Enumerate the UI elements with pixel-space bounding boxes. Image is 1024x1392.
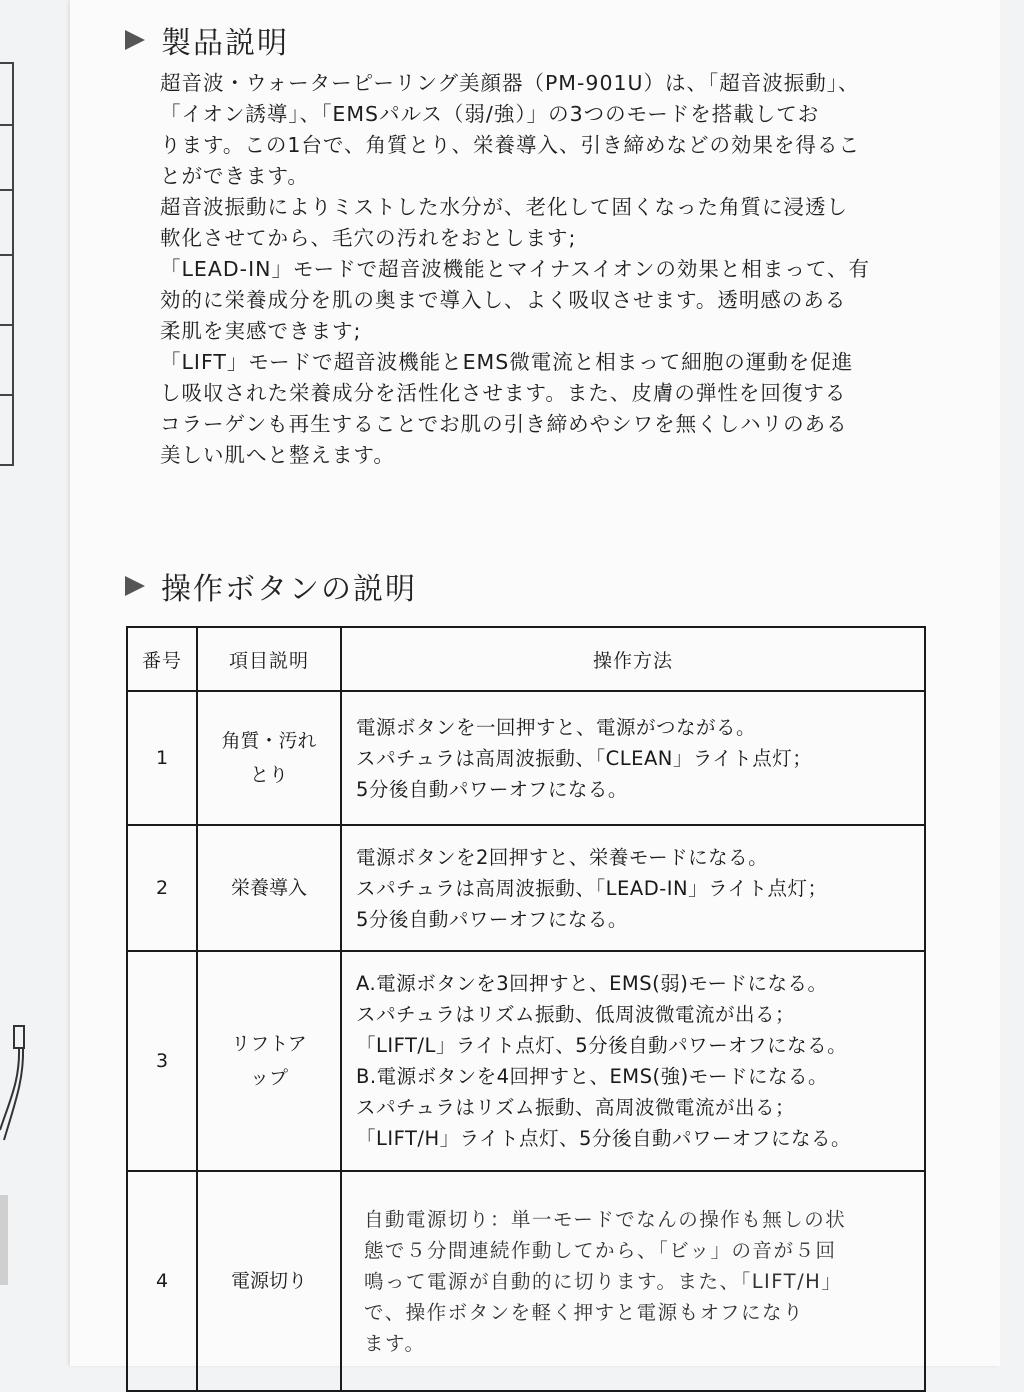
method-line: スパチュラは高周波振動、「CLEAN」ライト点灯； [356, 746, 813, 770]
method-line: 5分後自動パワーオフになる。 [356, 907, 628, 931]
row-item [197, 691, 341, 825]
header-number: 番号 [127, 627, 197, 691]
previous-page-grey-block [0, 1195, 8, 1285]
row-number: 1 [127, 691, 197, 825]
desc-line: 柔肌を実感できます; [160, 319, 362, 343]
row-item [197, 825, 341, 951]
header-item: 項目説明 [197, 627, 341, 691]
row-method [341, 1171, 925, 1391]
item-line: 電源切り [230, 1270, 307, 1292]
row-method [341, 691, 925, 825]
desc-line: 効的に栄養成分を肌の奥まで導入し、よく吸収させます。透明感のある [160, 288, 847, 312]
item-line: とり [249, 764, 288, 786]
item-line: ップ [249, 1067, 288, 1089]
section-title: 操作ボタンの説明 [161, 572, 417, 607]
operation-table [126, 626, 926, 1392]
desc-line: 超音波・ウォーターピーリング美顔器（PM-901U）は、「超音波振動」、 [160, 71, 860, 95]
section-heading-product [125, 18, 289, 62]
method-line: 鳴って電源が自動的に切ります。また、「LIFT/H」 [364, 1269, 843, 1293]
table-row [127, 691, 925, 825]
method-line: 電源ボタンを2回押すと、栄養モードになる。 [356, 845, 769, 869]
triangle-bullet-icon [125, 30, 145, 50]
method-line: 5分後自動パワーオフになる。 [356, 777, 628, 801]
row-method [341, 825, 925, 951]
desc-line: ります。この1台で、角質とり、栄養導入、引き締めなどの効果を得るこ [160, 133, 860, 157]
desc-line: 軟化させてから、毛穴の汚れをおとします; [160, 226, 577, 250]
table-row [127, 1171, 925, 1391]
section-heading-buttons [125, 564, 417, 608]
method-line: スパチュラはリズム振動、低周波微電流が出る； [356, 1003, 796, 1026]
previous-page-edge [0, 62, 14, 466]
method-line: 「LIFT/H」ライト点灯、5分後自動パワーオフになる。 [356, 1127, 851, 1150]
triangle-bullet-icon [125, 576, 145, 596]
table-header-row [127, 627, 925, 691]
method-line: B.電源ボタンを4回押すと、EMS(強)モードになる。 [356, 1065, 828, 1088]
section-title: 製品説明 [161, 26, 289, 61]
item-line: 角質・汚れ [221, 730, 317, 752]
method-line: 態で５分間連続作動してから、「ビッ」の音が５回 [364, 1238, 837, 1262]
table-row [127, 951, 925, 1171]
method-line: A.電源ボタンを3回押すと、EMS(弱)モードになる。 [356, 972, 828, 995]
method-line: スパチュラはリズム振動、高周波微電流が出る； [356, 1096, 796, 1119]
row-method [341, 951, 925, 1171]
method-line: 自動電源切り：単一モードでなんの操作も無しの状 [364, 1207, 847, 1231]
desc-line: 「LIFT」モードで超音波機能とEMS微電流と相まって細胞の運動を促進 [160, 350, 854, 374]
desc-line: コラーゲンも再生することでお肌の引き締めやシワを無くしハリのある [160, 412, 848, 436]
row-number: 2 [127, 825, 197, 951]
table-row [127, 825, 925, 951]
row-item [197, 951, 341, 1171]
cable-illustration [0, 1020, 40, 1180]
desc-line: し吸収された栄養成分を活性化させます。また、皮膚の弾性を回復する [160, 381, 847, 405]
row-number: 3 [127, 951, 197, 1171]
desc-line: 超音波振動によりミストした水分が、老化して固くなった角質に浸透し [160, 195, 848, 219]
header-method: 操作方法 [341, 627, 925, 691]
desc-line: 美しい肌へと整えます。 [160, 443, 395, 467]
desc-line: とができます。 [160, 164, 309, 188]
method-line: で、操作ボタンを軽く押すと電源もオフになり [364, 1300, 805, 1324]
method-line: ます。 [364, 1331, 426, 1355]
method-line: スパチュラは高周波振動、「LEAD-IN」ライト点灯； [356, 876, 828, 900]
row-item [197, 1171, 341, 1391]
method-line: 電源ボタンを一回押すと、電源がつながる。 [356, 715, 757, 739]
item-line: リフトア [231, 1033, 307, 1055]
desc-line: 「イオン誘導」、「EMSパルス（弱/強）」の3つのモードを搭載してお [160, 102, 820, 126]
row-number: 4 [127, 1171, 197, 1391]
method-line: 「LIFT/L」ライト点灯、5分後自動パワーオフになる。 [356, 1034, 848, 1057]
desc-line: 「LEAD-IN」モードで超音波機能とマイナスイオンの効果と相まって、有 [160, 257, 870, 281]
product-description [160, 68, 930, 471]
item-line: 栄養導入 [230, 877, 307, 899]
